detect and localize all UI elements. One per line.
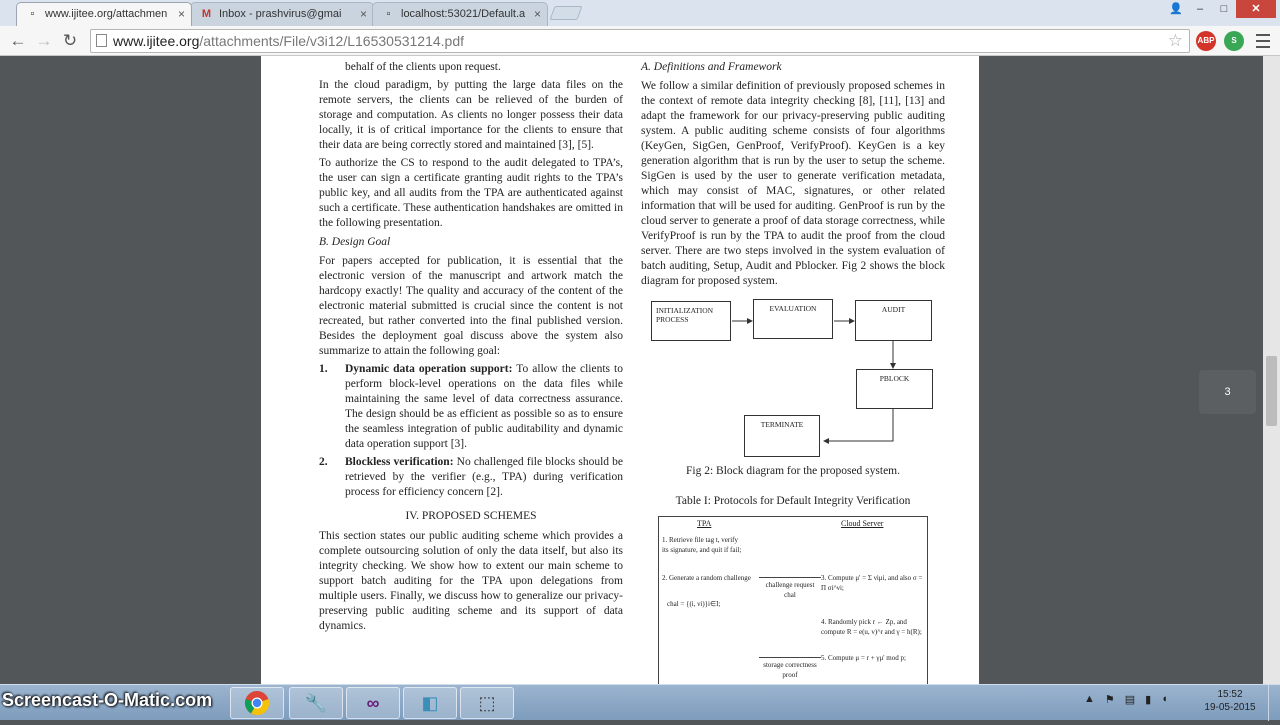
figure-caption: Fig 2: Block diagram for the proposed system. <box>686 465 900 477</box>
table-cell: 3. Compute μ' = Σ νiμi, and also σ = Π σi^νi; <box>821 574 923 592</box>
list-item-text: To allow the clients to perform block-level operations on the data files while maintaining the same level of data correctness assurance. The design should be as efficient as possible so as to ensure the seamless integration of public auditability and dynamic data operation support [3]. <box>345 363 624 450</box>
box-initialization: INITIALIZATION PROCESS <box>651 301 731 341</box>
table-cell: 5. Compute μ = r + γμ' mod p; <box>821 654 906 662</box>
box-terminate: TERMINATE <box>744 415 820 457</box>
maximize-button[interactable]: □ <box>1220 3 1228 15</box>
snipping-taskbar-button[interactable] <box>460 687 514 719</box>
list-number: 1. <box>319 363 328 375</box>
list-item-text: No challenged file blocks should be retrieved by the verifier (e.g., TPA) during verification process for efficiency concern [2]. <box>345 456 623 498</box>
paragraph: In the cloud paradigm, by putting the large data files on the remote servers, the clients can be relieved of the burden of storage and computation. As clients no longer possess their data locally, it is of critical importance for the clients to ensure that their data are being correctly stored and maintained [3], [5]. <box>319 79 623 151</box>
window-icon: ◧ <box>421 693 439 713</box>
table-caption: Table I: Protocols for Default Integrity Verification <box>675 495 911 507</box>
table-cell: 2. Generate a random challenge <box>662 574 751 582</box>
tab-title: localhost:53021/Default.a <box>401 8 526 20</box>
chrome-icon <box>244 690 270 716</box>
paragraph: behalf of the clients upon request. <box>345 61 501 73</box>
page-number-indicator: 3 <box>1199 370 1256 414</box>
network-icon[interactable]: ▤ <box>1124 694 1136 706</box>
tab-title: Inbox - prashvirus@gmai <box>219 8 342 20</box>
tool-taskbar-button[interactable] <box>289 687 343 719</box>
minimize-button[interactable]: – <box>1196 3 1204 15</box>
table-header-cloud: Cloud Server <box>841 519 884 528</box>
list-item <box>319 362 623 452</box>
box-evaluation: EVALUATION <box>753 299 833 339</box>
tray-arrow-icon[interactable]: ▲ <box>1084 693 1095 705</box>
adblock-icon[interactable]: ABP <box>1196 31 1216 51</box>
list-item-title: Blockless verification: <box>345 456 454 468</box>
snipping-icon: ⬚ <box>478 693 496 713</box>
visual-studio-taskbar-button[interactable] <box>346 687 400 719</box>
paragraph: To authorize the CS to respond to the audit delegated to TPA’s, the user can sign a certificate granting audit rights to the TPA’s public key, and all audits from the TPA are authenticated against such a certificate. These authentication handshakes are omitted in the following presentation. <box>319 157 623 229</box>
table-cell: 1. Retrieve file tag t, verify its signature, and quit if fail; <box>662 536 742 554</box>
window-controls <box>1164 0 1276 18</box>
menu-icon[interactable] <box>1254 30 1272 52</box>
tab-ijitee[interactable] <box>16 2 192 26</box>
table-arrow-label: challenge request chal <box>759 577 821 600</box>
list-item-title: Dynamic data operation support: <box>345 363 513 375</box>
app-taskbar-button[interactable] <box>403 687 457 719</box>
extension-icon[interactable]: S <box>1224 31 1244 51</box>
close-tab-icon[interactable]: × <box>177 7 185 21</box>
vertical-scrollbar[interactable] <box>1263 56 1280 684</box>
forward-button[interactable]: → <box>35 31 53 50</box>
taskbar-clock[interactable] <box>1200 688 1260 714</box>
bookmark-star-icon[interactable]: ☆ <box>1167 31 1183 50</box>
user-icon[interactable]: 👤 <box>1169 3 1183 15</box>
visual-studio-icon: ∞ <box>366 693 380 713</box>
gmail-icon: M <box>201 8 212 20</box>
paragraph: For papers accepted for publication, it is essential that the electronic version of the manuscript and artwork match the hardcopy exactly! The quality and accuracy of the content of the electronic material submitted is crucial since the content is not recreated, but rather converted into the final published version. Besides the deployment goal discuss above the system also summarize to attain the following goal: <box>319 255 623 357</box>
clock-time: 15:52 <box>1217 689 1243 700</box>
show-desktop-button[interactable] <box>1268 685 1280 721</box>
back-button[interactable]: ← <box>9 31 27 50</box>
close-window-button[interactable]: ✕ <box>1236 0 1276 18</box>
signal-icon[interactable]: ▮ <box>1145 694 1152 706</box>
tab-strip <box>0 0 1280 26</box>
block-diagram <box>641 296 941 466</box>
browser-toolbar <box>0 26 1280 56</box>
right-column <box>641 60 945 292</box>
scrollbar-thumb[interactable] <box>1266 356 1277 426</box>
table-cell: chal = {(i, νi)}i∈I; <box>667 600 721 608</box>
address-bar[interactable] <box>90 29 1190 53</box>
clock-date: 19-05-2015 <box>1204 702 1256 713</box>
chrome-taskbar-button[interactable] <box>230 687 284 719</box>
page-icon <box>96 34 107 47</box>
list-item <box>319 455 623 500</box>
pdf-page <box>261 56 979 684</box>
url-path: /attachments/File/v3i12/L16530531214.pdf <box>199 33 465 49</box>
table-header-tpa: TPA <box>697 519 712 528</box>
reload-button[interactable]: ↻ <box>62 31 78 50</box>
section-heading: A. Definitions and Framework <box>641 61 782 73</box>
close-tab-icon[interactable]: × <box>533 7 541 21</box>
page-icon: ▫ <box>30 8 35 20</box>
protocol-table <box>658 516 928 684</box>
table-arrow-label: storage correctness proof <box>759 657 821 680</box>
paragraph: We follow a similar definition of previously proposed schemes in the context of remote data integrity checking [8], [11], [13] and adapt the framework for our privacy-preserving public auditing system. A public auditing scheme consists of four algorithms (KeyGen, SigGen, GenProof, VerifyProof). KeyGen is a key generation algorithm that is run by the user to setup the scheme. SigGen is used by the user to generate verification metadata, which may consist of MAC, signatures, or other related information that will be used for auditing. GenProof is run by the cloud server to generate a proof of data storage correctness, while VerifyProof is run by the TPA to audit the proof from the cloud server. There are two steps involved in the system evaluation of batch auditing, Setup, Audit and Pblocker. Fig 2 shows the block diagram for proposed system. <box>641 80 945 287</box>
list-number: 2. <box>319 456 328 468</box>
url-host: www.ijitee.org <box>113 33 200 49</box>
tab-gmail[interactable] <box>190 2 374 26</box>
volume-icon[interactable]: ◖ <box>1161 693 1168 705</box>
section-heading: B. Design Goal <box>319 236 391 248</box>
tab-localhost[interactable] <box>372 2 548 26</box>
box-pblock: PBLOCK <box>856 369 933 409</box>
left-column <box>319 60 623 637</box>
pdf-viewer[interactable] <box>0 56 1280 684</box>
flag-icon[interactable]: ⚑ <box>1104 694 1115 706</box>
tab-title: www.ijitee.org/attachmen <box>45 8 168 20</box>
new-tab-button[interactable] <box>549 6 582 20</box>
section-title: IV. PROPOSED SCHEMES <box>405 510 537 522</box>
close-tab-icon[interactable]: × <box>359 7 367 21</box>
recorder-watermark: Screencast-O-Matic.com <box>2 690 213 710</box>
system-tray <box>1084 693 1168 706</box>
box-audit: AUDIT <box>855 300 932 341</box>
page-icon: ▫ <box>386 8 391 20</box>
paragraph: This section states our public auditing scheme which provides a complete outsourcing solution of only the data itself, but also its integrity checking. We show how to extent our main scheme to support batch auditing for the TPA upon delegations from multiple users. Finally, we discuss how to generalize our privacy-preserving public auditing scheme and its support of data dynamics. <box>319 530 623 632</box>
table-cell: 4. Randomly pick r ← Zp, and compute R = e(u, v)^r and γ = h(R); <box>821 618 922 636</box>
tools-icon: 🔧 <box>304 693 328 713</box>
